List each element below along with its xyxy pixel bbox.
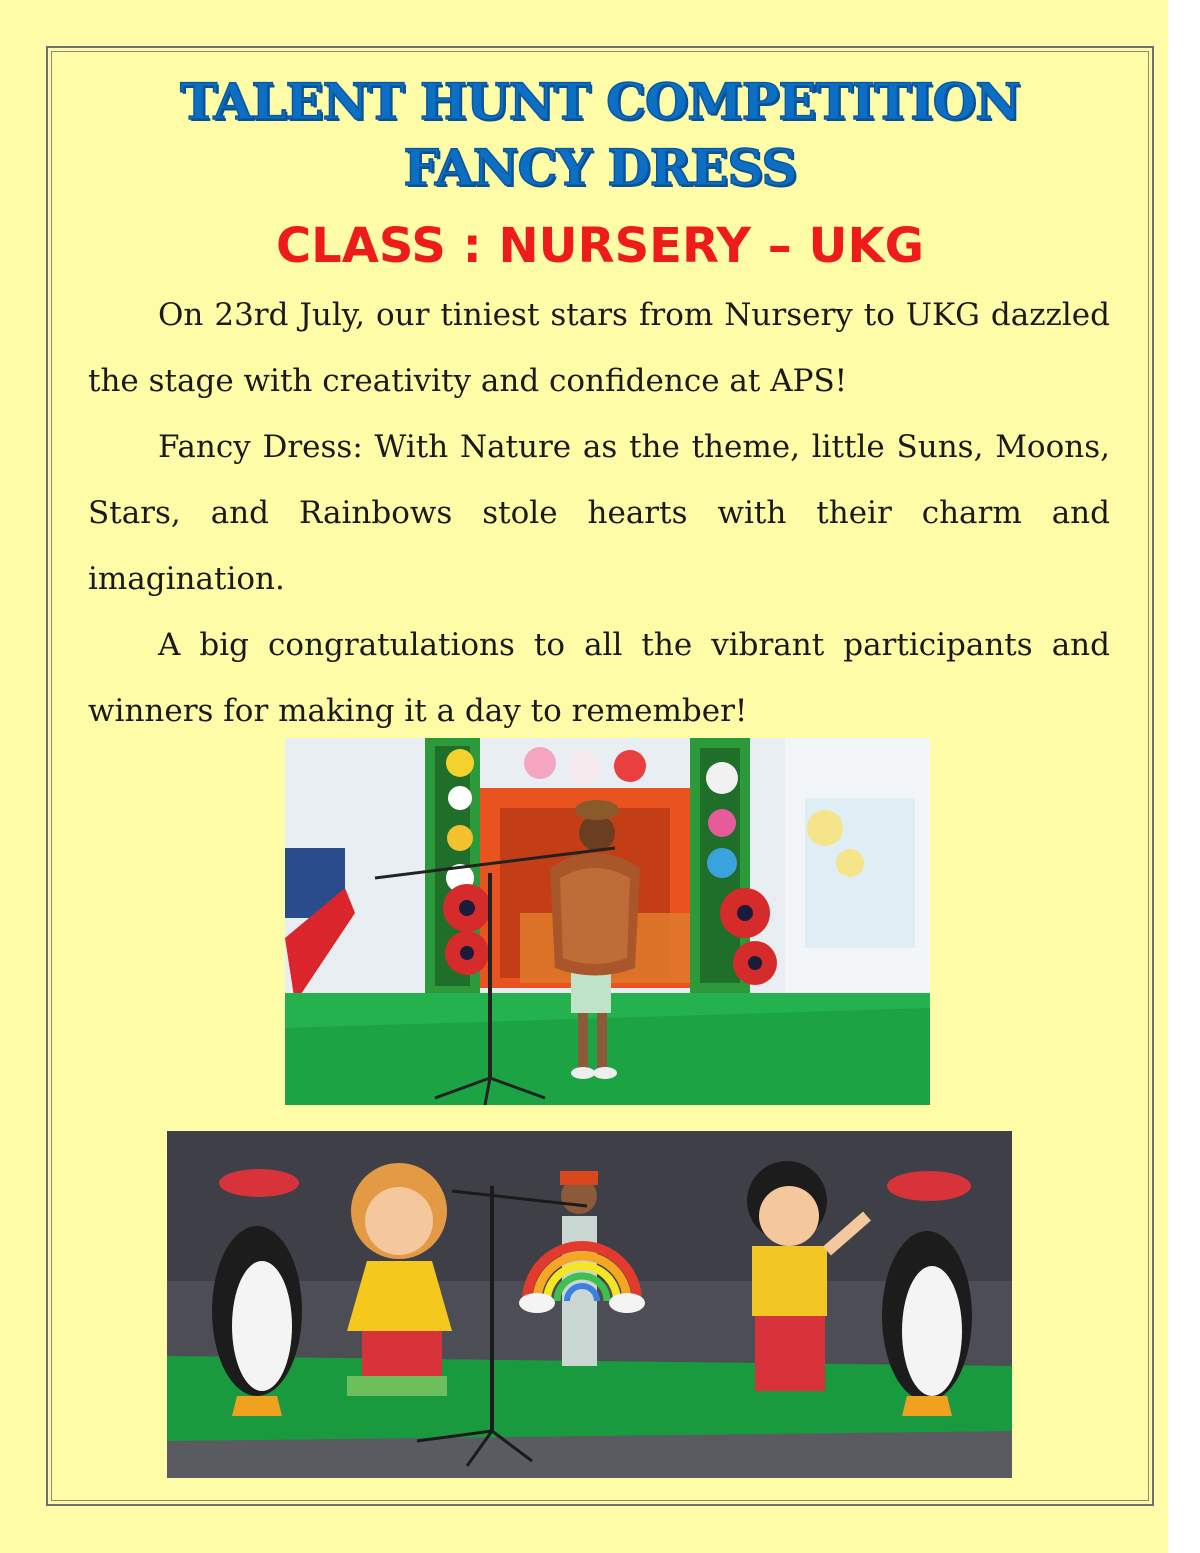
paragraph-fancy-dress (88, 414, 1110, 612)
paragraph-congratulations (88, 612, 1110, 744)
photo-child-rainbow-costume (167, 1131, 1012, 1478)
class-label: CLASS : NURSERY – UKG (275, 218, 925, 274)
paragraph-fancy-dress-text: Fancy Dress: With Nature as the theme, little Suns, Moons, Stars, and Rainbows stole hearts with their charm and imagination. (88, 429, 1110, 597)
photo-child-bird-costume (285, 738, 930, 1105)
paragraph-congratulations-text: A big congratulations to all the vibrant participants and winners for making it a day to remember! (88, 627, 1110, 729)
heading-line-1: TALENT HUNT COMPETITION (180, 72, 1020, 131)
paragraph-intro (88, 282, 1110, 414)
heading-line-2: FANCY DRESS (403, 138, 797, 197)
paragraph-intro-text: On 23rd July, our tiniest stars from Nursery to UKG dazzled the stage with creativity and confidence at APS! (88, 297, 1110, 399)
